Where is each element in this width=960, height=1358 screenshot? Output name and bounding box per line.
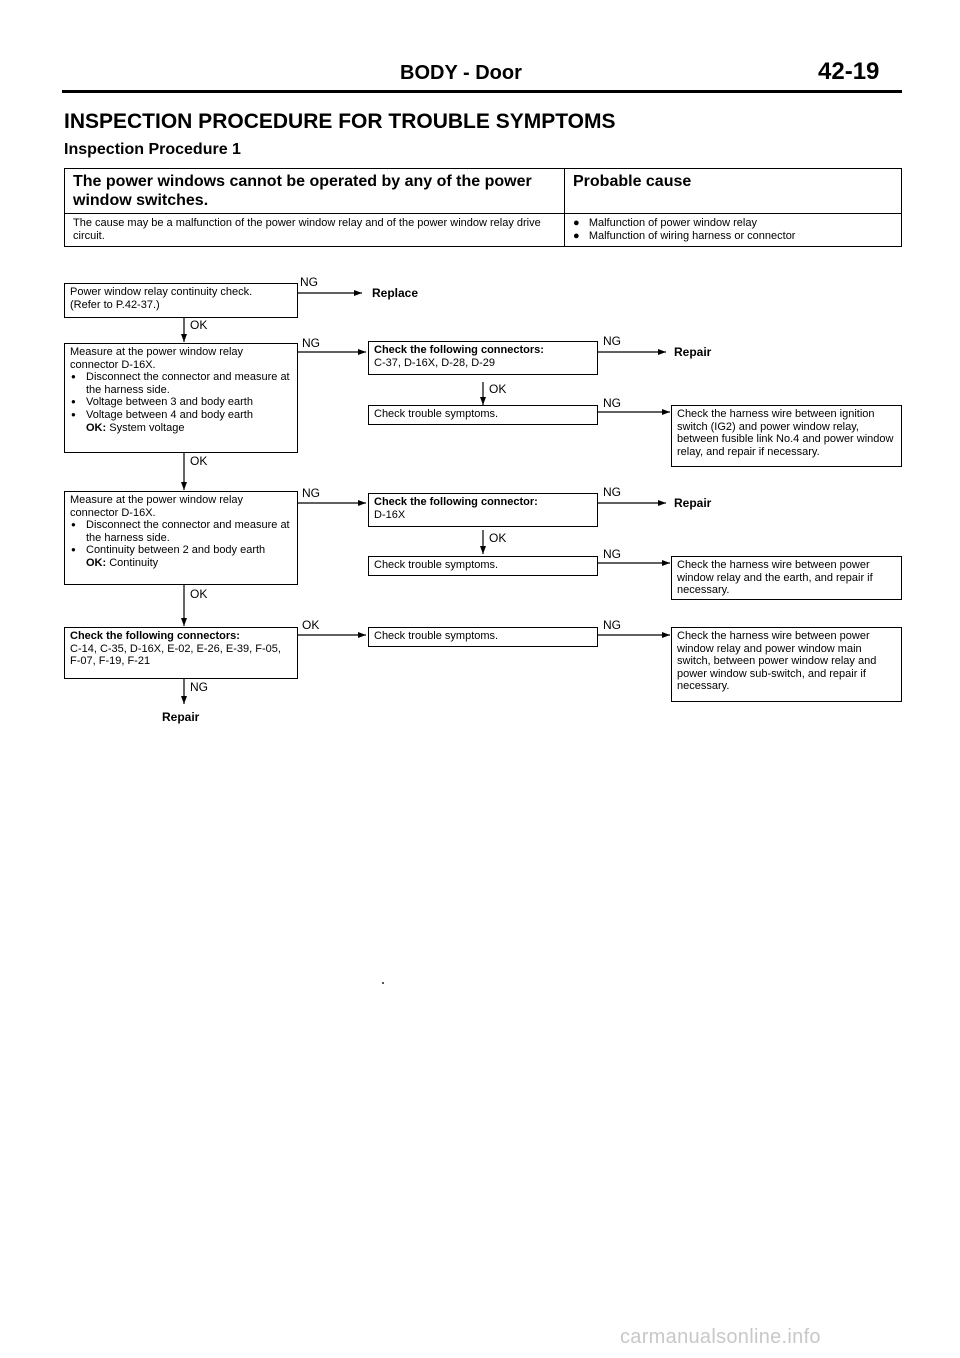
step3a-repair: Repair: [674, 496, 712, 510]
step2-item: ● Voltage between 4 and body earth: [70, 409, 292, 422]
step2a-ok-label: OK: [489, 382, 507, 396]
step2-ok-label: OK: [190, 454, 208, 468]
step4-box: Check the following connectors: C-14, C-35, D-16X, E-02, E-26, E-39, F-05, F-07, F-19, F-21: [64, 627, 298, 679]
procedure-subtitle: Inspection Procedure 1: [64, 141, 241, 158]
step2a-box: Check the following connectors: C-37, D-16X, D-28, D-29: [368, 341, 598, 375]
page-number: 42-19: [818, 58, 880, 85]
scan-speck: [382, 982, 384, 984]
section-title: BODY - Door: [400, 62, 522, 84]
step2-item: ● Voltage between 3 and body earth: [70, 396, 292, 409]
step3a-box: Check the following connector: D-16X: [368, 493, 598, 527]
step2b-box: Check trouble symptoms.: [368, 405, 598, 425]
step4b-box: Check trouble symptoms.: [368, 627, 598, 647]
probable-cause-header: Probable cause: [565, 169, 902, 214]
step4-repair: Repair: [162, 710, 200, 724]
step2b-ng-label: NG: [603, 396, 621, 410]
step2-box: Measure at the power window relay connector D-16X. ● Disconnect the connector and measure at the harness side. ● Voltage between 3 and body earth ● Voltage between 4 and body earth OK: System voltage: [64, 343, 298, 453]
step3b-ng-label: NG: [603, 547, 621, 561]
step3-ng-label: NG: [302, 486, 320, 500]
step3b-result-box: Check the harness wire between power window relay and the earth, and repair if necessary.: [671, 556, 902, 600]
step4b-ng-label: NG: [603, 618, 621, 632]
step2a-ng-label: NG: [603, 334, 621, 348]
step3-item: ● Continuity between 2 and body earth: [70, 544, 292, 557]
step4b-result-box: Check the harness wire between power window relay and power window main switch, between power window relay and power window sub-switch, and repair if necessary.: [671, 627, 902, 702]
step3b-box: Check trouble symptoms.: [368, 556, 598, 576]
step1-replace: Replace: [372, 286, 419, 300]
step4-ok-label: OK: [302, 618, 320, 632]
step2a-repair: Repair: [674, 345, 712, 359]
symptom-header: The power windows cannot be operated by any of the power window switches.: [65, 169, 565, 214]
cause-item: ● Malfunction of wiring harness or connector: [573, 230, 796, 242]
step1-ng-label: NG: [300, 275, 318, 289]
step3-ok-label: OK: [190, 587, 208, 601]
step4-ng-label: NG: [190, 680, 208, 694]
page-title: INSPECTION PROCEDURE FOR TROUBLE SYMPTOMS: [64, 110, 616, 133]
step3-item: ● Disconnect the connector and measure at the harness side.: [70, 519, 292, 544]
symptom-description: The cause may be a malfunction of the power window relay and of the power window relay drive circuit.: [65, 214, 565, 247]
step1-ok-label: OK: [190, 318, 208, 332]
step2-ng-label: NG: [302, 336, 320, 350]
step3a-ok-label: OK: [489, 531, 507, 545]
step3a-ng-label: NG: [603, 485, 621, 499]
watermark: carmanualsonline.info: [620, 1326, 821, 1348]
step2b-result-box: Check the harness wire between ignition switch (IG2) and power window relay, between fusible link No.4 and power window relay, and repair if necessary.: [671, 405, 902, 467]
step1-box: Power window relay continuity check. (Refer to P.42-37.): [64, 283, 298, 318]
step2-item: ● Disconnect the connector and measure at the harness side.: [70, 371, 292, 396]
cause-item: ● Malfunction of power window relay: [573, 217, 757, 229]
step3-box: Measure at the power window relay connector D-16X. ● Disconnect the connector and measure at the harness side. ● Continuity between 2 and body earth OK: Continuity: [64, 491, 298, 585]
